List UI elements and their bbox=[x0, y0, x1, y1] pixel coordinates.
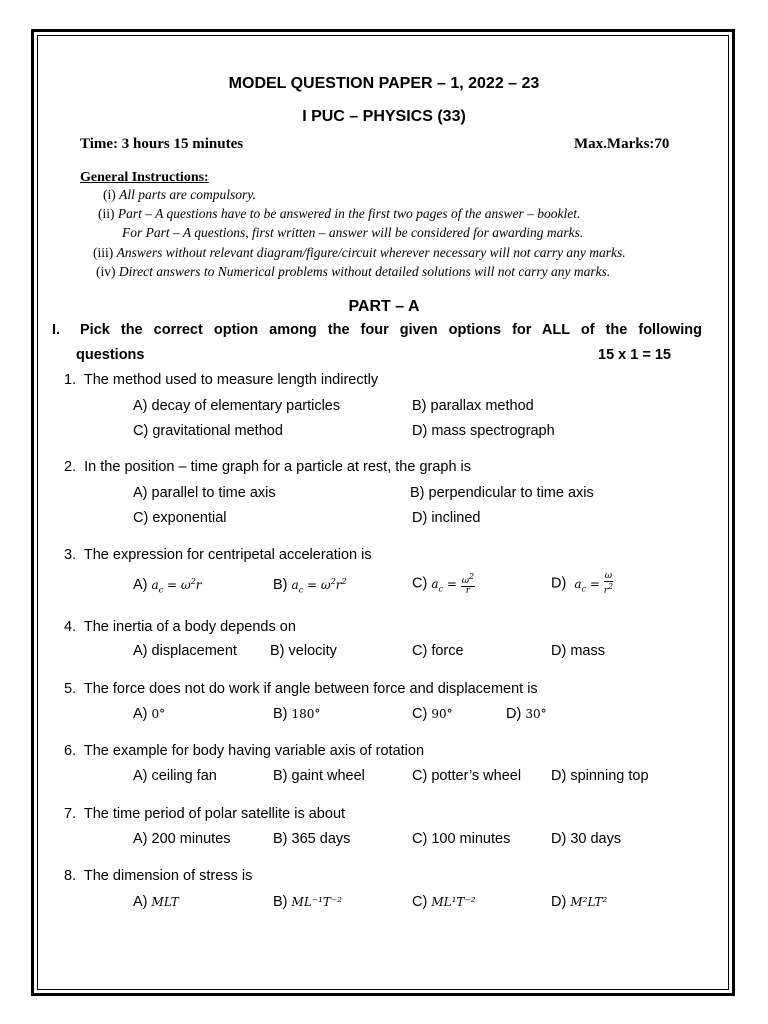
part-a-heading: PART – A bbox=[348, 298, 420, 315]
section-instruction: Pick the correct option among the four given options for ALL of the following bbox=[80, 322, 702, 338]
q3-option-b-label: B) bbox=[273, 577, 288, 593]
q3-option-d-label: D) bbox=[551, 575, 567, 592]
question-7-text: The time period of polar satellite is about bbox=[83, 806, 346, 822]
question-2-text: In the position – time graph for a particle at rest, the graph is bbox=[84, 459, 472, 475]
q3-option-d-formula: $a_c$ = $\frac{\omega}{r^2}$ bbox=[574, 571, 614, 596]
instruction-3-num: (iii) bbox=[93, 245, 114, 260]
question-8 bbox=[64, 868, 252, 884]
q3-option-c-label: C) bbox=[412, 575, 428, 592]
question-8-num: 8. bbox=[64, 868, 77, 884]
q7-option-a: A) 200 minutes bbox=[133, 831, 231, 847]
instruction-2-text: Part – A questions have to be answered in the first two pages of the answer – booklet. bbox=[117, 206, 581, 221]
q3-option-b-formula: $a_c = \omega^2r^2$ bbox=[291, 577, 347, 595]
q7-option-d: D) 30 days bbox=[551, 831, 622, 847]
instruction-4-num: (iv) bbox=[96, 264, 116, 279]
section-number: I. bbox=[52, 322, 61, 338]
instruction-3-text: Answers without relevant diagram/figure/circuit wherever necessary will not carry any marks. bbox=[116, 245, 626, 260]
instruction-3 bbox=[93, 245, 626, 261]
q3-option-d bbox=[551, 572, 613, 596]
paper-subtitle: I PUC – PHYSICS (33) bbox=[302, 108, 466, 125]
q3-option-a-label: A) bbox=[133, 577, 148, 593]
question-6-num: 6. bbox=[64, 743, 77, 759]
q3-option-a-formula: $a_c = \omega^2r$ bbox=[151, 577, 202, 595]
q2-option-b: B) perpendicular to time axis bbox=[410, 485, 594, 501]
question-1 bbox=[64, 372, 378, 388]
q6-option-c: C) potter’s wheel bbox=[412, 768, 522, 784]
question-3-num: 3. bbox=[64, 547, 77, 563]
q8-option-d-value: M²LT² bbox=[570, 895, 608, 909]
question-4 bbox=[64, 619, 296, 635]
q3-option-b bbox=[273, 577, 347, 594]
q4-option-c: C) force bbox=[412, 643, 464, 659]
q7-option-c: C) 100 minutes bbox=[412, 831, 511, 847]
q3-option-c bbox=[412, 572, 475, 596]
q1-option-d: D) mass spectrograph bbox=[412, 423, 555, 439]
question-1-num: 1. bbox=[64, 372, 77, 388]
question-6 bbox=[64, 743, 424, 759]
q8-option-c-value: ML¹T⁻² bbox=[431, 895, 476, 909]
q5-option-b: B) 180° bbox=[273, 706, 321, 722]
question-5 bbox=[64, 681, 538, 697]
paper-title: MODEL QUESTION PAPER – 1, 2022 – 23 bbox=[228, 75, 540, 92]
section-instruction-cont: questions bbox=[76, 347, 145, 363]
question-6-text: The example for body having variable axis of rotation bbox=[83, 743, 425, 759]
instruction-1-text: All parts are compulsory. bbox=[119, 187, 256, 202]
q8-option-b: B) ML⁻¹T⁻² bbox=[273, 894, 343, 910]
question-1-text: The method used to measure length indirectly bbox=[83, 372, 379, 388]
q5-option-a: A) 0° bbox=[133, 706, 166, 722]
question-7-num: 7. bbox=[64, 806, 77, 822]
q8-option-a-value: MLT bbox=[151, 895, 179, 909]
question-3 bbox=[64, 547, 372, 563]
question-4-num: 4. bbox=[64, 619, 77, 635]
q2-option-c: C) exponential bbox=[133, 510, 227, 526]
q7-option-b: B) 365 days bbox=[273, 831, 351, 847]
question-2-num: 2. bbox=[64, 459, 77, 475]
instruction-2b-text: For Part – A questions, first written – answer will be considered for awarding marks. bbox=[122, 225, 584, 240]
q5-option-c: C) 90° bbox=[412, 706, 453, 722]
q4-option-d: D) mass bbox=[551, 643, 605, 659]
time-label: Time: 3 hours 15 minutes bbox=[80, 136, 244, 152]
q8-option-a: A) MLT bbox=[133, 894, 179, 910]
instruction-2 bbox=[98, 206, 580, 222]
instruction-1 bbox=[103, 187, 256, 203]
instructions-heading: General Instructions: bbox=[80, 170, 209, 185]
q3-option-c-formula: $a_c$ = $\frac{\omega^2}{r}$ bbox=[431, 572, 475, 596]
q5-option-d: D) 30° bbox=[506, 706, 547, 722]
instruction-1-num: (i) bbox=[103, 187, 116, 202]
q4-option-b: B) velocity bbox=[270, 643, 337, 659]
q1-option-a: A) decay of elementary particles bbox=[133, 398, 341, 414]
q6-option-b: B) gaint wheel bbox=[273, 768, 365, 784]
q5-option-d-value: 30° bbox=[525, 707, 547, 721]
question-5-num: 5. bbox=[64, 681, 77, 697]
question-4-text: The inertia of a body depends on bbox=[83, 619, 296, 635]
q1-option-c: C) gravitational method bbox=[133, 423, 283, 439]
q8-option-c: C) ML¹T⁻² bbox=[412, 894, 476, 910]
section-marks: 15 x 1 = 15 bbox=[598, 347, 671, 363]
question-2 bbox=[64, 459, 471, 475]
q5-option-c-value: 90° bbox=[431, 707, 453, 721]
max-marks-label: Max.Marks:70 bbox=[574, 136, 670, 152]
q8-option-d: D) M²LT² bbox=[551, 894, 608, 910]
question-5-text: The force does not do work if angle between force and displacement is bbox=[83, 681, 538, 697]
q1-option-b: B) parallax method bbox=[412, 398, 534, 414]
q2-option-d: D) inclined bbox=[412, 510, 481, 526]
question-8-text: The dimension of stress is bbox=[83, 868, 253, 884]
instruction-2b bbox=[122, 225, 583, 241]
question-7 bbox=[64, 806, 345, 822]
q5-option-a-value: 0° bbox=[151, 707, 166, 721]
q3-option-a bbox=[133, 577, 202, 594]
instruction-4-text: Direct answers to Numerical problems without detailed solutions will not carry any marks. bbox=[118, 264, 611, 279]
q2-option-a: A) parallel to time axis bbox=[133, 485, 276, 501]
instruction-4 bbox=[96, 264, 610, 280]
q8-option-b-value: ML⁻¹T⁻² bbox=[291, 895, 343, 909]
question-3-text: The expression for centripetal acceleration is bbox=[83, 547, 372, 563]
q5-option-b-value: 180° bbox=[291, 707, 321, 721]
q6-option-a: A) ceiling fan bbox=[133, 768, 217, 784]
instruction-2-num: (ii) bbox=[98, 206, 115, 221]
q4-option-a: A) displacement bbox=[133, 643, 237, 659]
q6-option-d: D) spinning top bbox=[551, 768, 649, 784]
